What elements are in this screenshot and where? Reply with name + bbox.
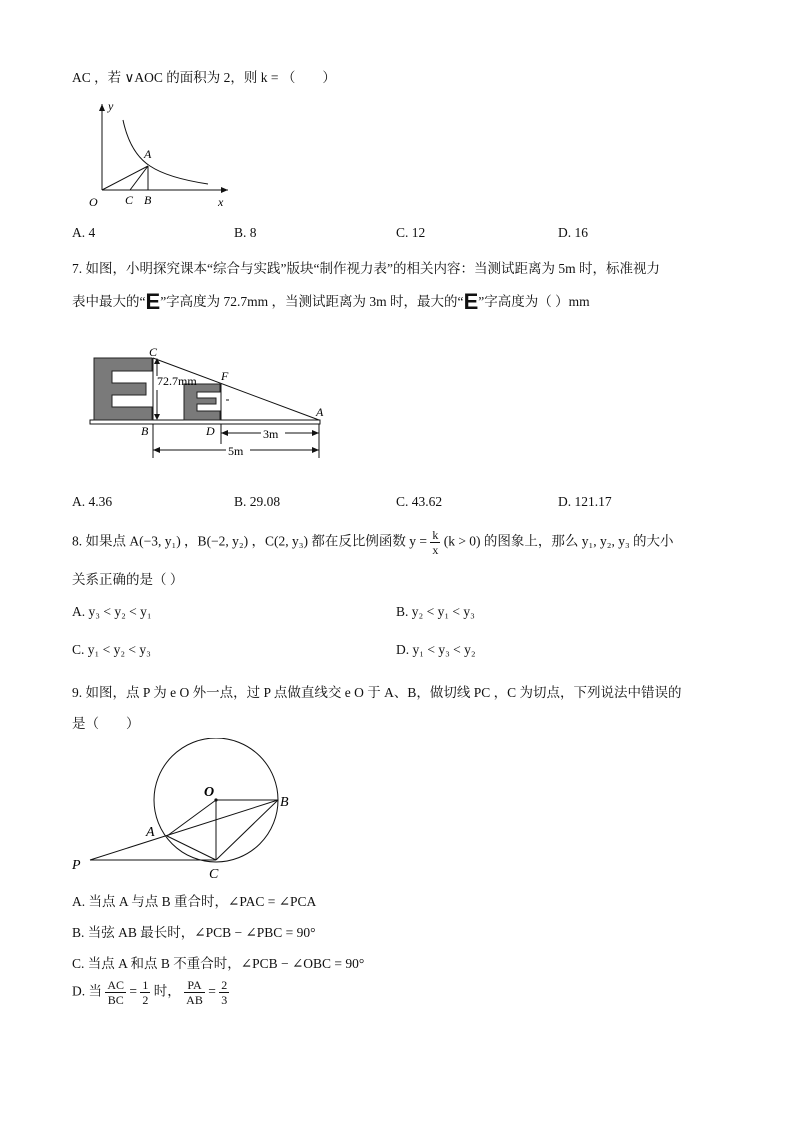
q7-line1: 7. 如图，小明探究课本“综合与实践”版块“制作视力表”的相关内容：当测试距离为 5m 时，标准视力 (72, 261, 660, 276)
q7-option-a: A. 4.36 (72, 494, 113, 509)
label-A: A (146, 825, 155, 840)
q9-option-c: C. 当点 A 和点 B 不重合时，∠PCB − ∠OBC = 90° (72, 956, 365, 971)
label-B: B (280, 795, 289, 810)
segment-AC (130, 166, 148, 190)
chord-BC (216, 800, 278, 860)
label-D: D (206, 424, 215, 438)
label-C: C (149, 345, 158, 359)
q6-option-c: C. 12 (396, 225, 426, 240)
q8-option-a: A. y₃ < y₂ < y₁ (72, 604, 152, 619)
arrow-left-icon (153, 447, 160, 453)
ground-bar (90, 420, 320, 424)
q8-line2: 关系正确的是（ ） (72, 572, 184, 587)
label-B: B (144, 193, 152, 207)
q7-option-d: D. 121.17 (558, 494, 612, 509)
q9-option-b: B. 当弦 AB 最长时，∠PCB − ∠PBC = 90° (72, 925, 316, 940)
dim-5m-label: 5m (228, 444, 244, 458)
arrow-left-icon (221, 430, 228, 436)
label-O: O (89, 195, 98, 209)
label-C: C (209, 867, 219, 882)
q9-option-a: A. 当点 A 与点 B 重合时，∠PAC = ∠PCA (72, 894, 317, 909)
label-A: A (316, 405, 324, 419)
label-y: y (108, 99, 114, 113)
label-C: C (125, 193, 134, 207)
arrow-down-icon (154, 414, 160, 420)
label-x: x (218, 195, 224, 209)
fraction-2-3: $\frac{2}{3}$ (221, 978, 228, 1007)
segment-OA (102, 166, 148, 190)
big-e-glyph: E (463, 289, 479, 314)
q7-eye-chart-figure (86, 340, 336, 465)
q8-option-c: C. y₁ < y₂ < y₃ (72, 642, 151, 657)
fraction-pa-ab: $\frac{PA}{AB}$ (186, 978, 203, 1007)
fraction-k-over-x: $\frac{k}{x}$ (432, 528, 439, 557)
q8-option-b: B. y₂ < y₁ < y₃ (396, 604, 475, 619)
x-axis-arrow-icon (221, 187, 228, 193)
label-F: F (221, 369, 229, 383)
segment-CA (153, 358, 319, 420)
dim-3m-label: 3m (263, 427, 279, 441)
arrow-right-icon (312, 430, 319, 436)
q6-option-a: A. 4 (72, 225, 96, 240)
q9-line2: 是（ ） (72, 716, 140, 731)
center-dot (214, 798, 217, 801)
q6-option-b: B. 8 (234, 225, 257, 240)
q7-line2: 表中最大的“E”字高度为 72.7mm ，当测试距离为 3m 时，最大的“E”字高度为（ ）mm (72, 289, 590, 314)
big-e-shape (94, 358, 152, 420)
q8-line1: 8. 如果点 A(−3, y₁) ，B(−2, y₂) ，C(2, y₃) 都在反比例函数 y = $\frac{k}{x}$ (k > 0) 的图象上，那么 y₁, y₂, y₃ 的大小 (72, 528, 674, 557)
label-P: P (72, 858, 81, 873)
chord-AC (167, 836, 216, 860)
hyperbola-curve (123, 120, 208, 184)
q7-option-b: B. 29.08 (234, 494, 281, 509)
q9-circle-figure (68, 738, 308, 883)
label-O: O (204, 785, 215, 800)
label-B: B (141, 424, 149, 438)
small-e-shape (184, 384, 220, 420)
height-label: 72.7mm (157, 374, 197, 388)
secant-PB (90, 800, 278, 860)
big-e-glyph: E (145, 289, 161, 314)
label-A: A (144, 147, 152, 161)
q9-line1: 9. 如图，点 P 为 e O 外一点，过 P 点做直线交 e O 于 A、B，做切线 PC ，C 为切点，下列说法中错误的 (72, 685, 682, 700)
arrow-right-icon (312, 447, 319, 453)
q6-stem: AC ，若 ∨AOC 的面积为 2，则 k = （ ） (72, 70, 336, 85)
fraction-ac-bc: $\frac{AC}{BC}$ (107, 978, 125, 1007)
q6-hyperbola-figure (68, 98, 238, 213)
q6-option-d: D. 16 (558, 225, 588, 240)
radius-OA (167, 800, 216, 836)
q8-option-d: D. y₁ < y₃ < y₂ (396, 642, 476, 657)
q9-option-d: D. 当 $\frac{AC}{BC}$ = $\frac{1}{2}$ 时， $\frac{PA}{AB}$ = $\frac{2}{3}$ (72, 978, 228, 1007)
y-axis-arrow-icon (99, 104, 105, 111)
fraction-1-2: $\frac{1}{2}$ (142, 978, 149, 1007)
q7-option-c: C. 43.62 (396, 494, 443, 509)
